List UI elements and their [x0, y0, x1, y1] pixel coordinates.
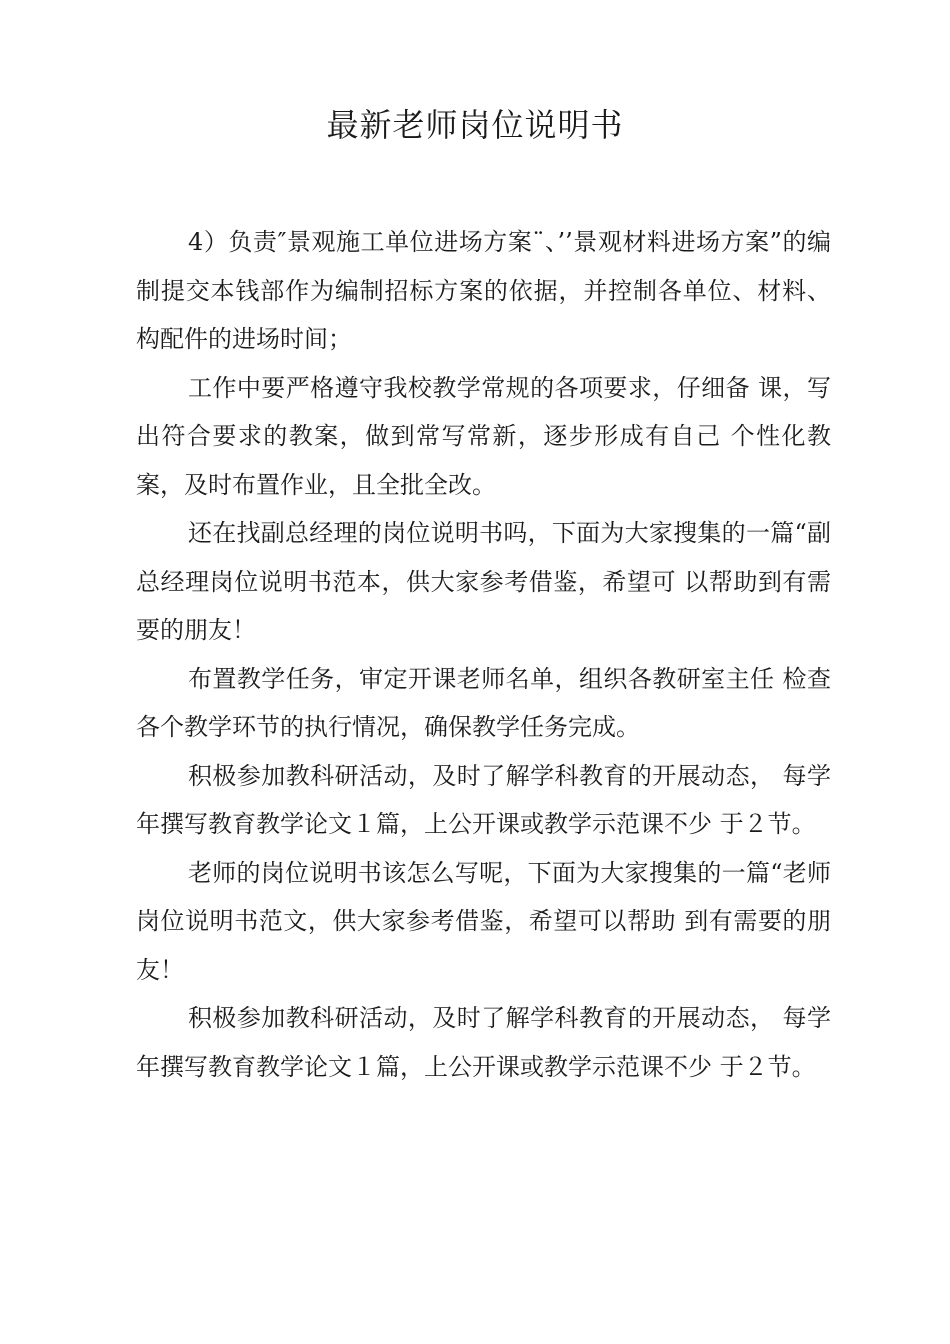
- paragraph-7: 积极参加教科研活动，及时了解学科教育的开展动态， 每学年撰写教育教学论文１篇，上公开课或教学示范课不少 于２节。: [136, 1004, 831, 1081]
- paragraph-3: 还在找副总经理的岗位说明书吗，下面为大家搜集的一篇“副总经理岗位说明书范本，供大家参考借鉴，希望可 以帮助到有需要的朋友！: [136, 519, 831, 644]
- document-body: [136, 218, 831, 1091]
- paragraph-1: 4）负责″景观施工单位进场方案¨、’’景观材料进场方案”的编制提交本钱部作为编制招标方案的依据，并控制各单位、材料、构配件的进场时间；: [136, 228, 831, 353]
- paragraph-2: 工作中要严格遵守我校教学常规的各项要求，仔细备 课，写出符合要求的教案，做到常写常新，逐步形成有自己 个性化教案，及时布置作业，且全批全改。: [136, 373, 831, 499]
- document-title: 最新老师岗位说明书: [326, 106, 624, 144]
- paragraph-6: 老师的岗位说明书该怎么写呢，下面为大家搜集的一篇“老师岗位说明书范文，供大家参考借鉴，希望可以帮助 到有需要的朋友！: [136, 858, 831, 984]
- paragraph-4: 布置教学任务，审定开课老师名单，组织各教研室主任 检查各个教学环节的执行情况，确保教学任务完成。: [136, 664, 831, 741]
- paragraph-5: 积极参加教科研活动，及时了解学科教育的开展动态， 每学年撰写教育教学论文１篇，上公开课或教学示范课不少 于２节。: [136, 761, 831, 838]
